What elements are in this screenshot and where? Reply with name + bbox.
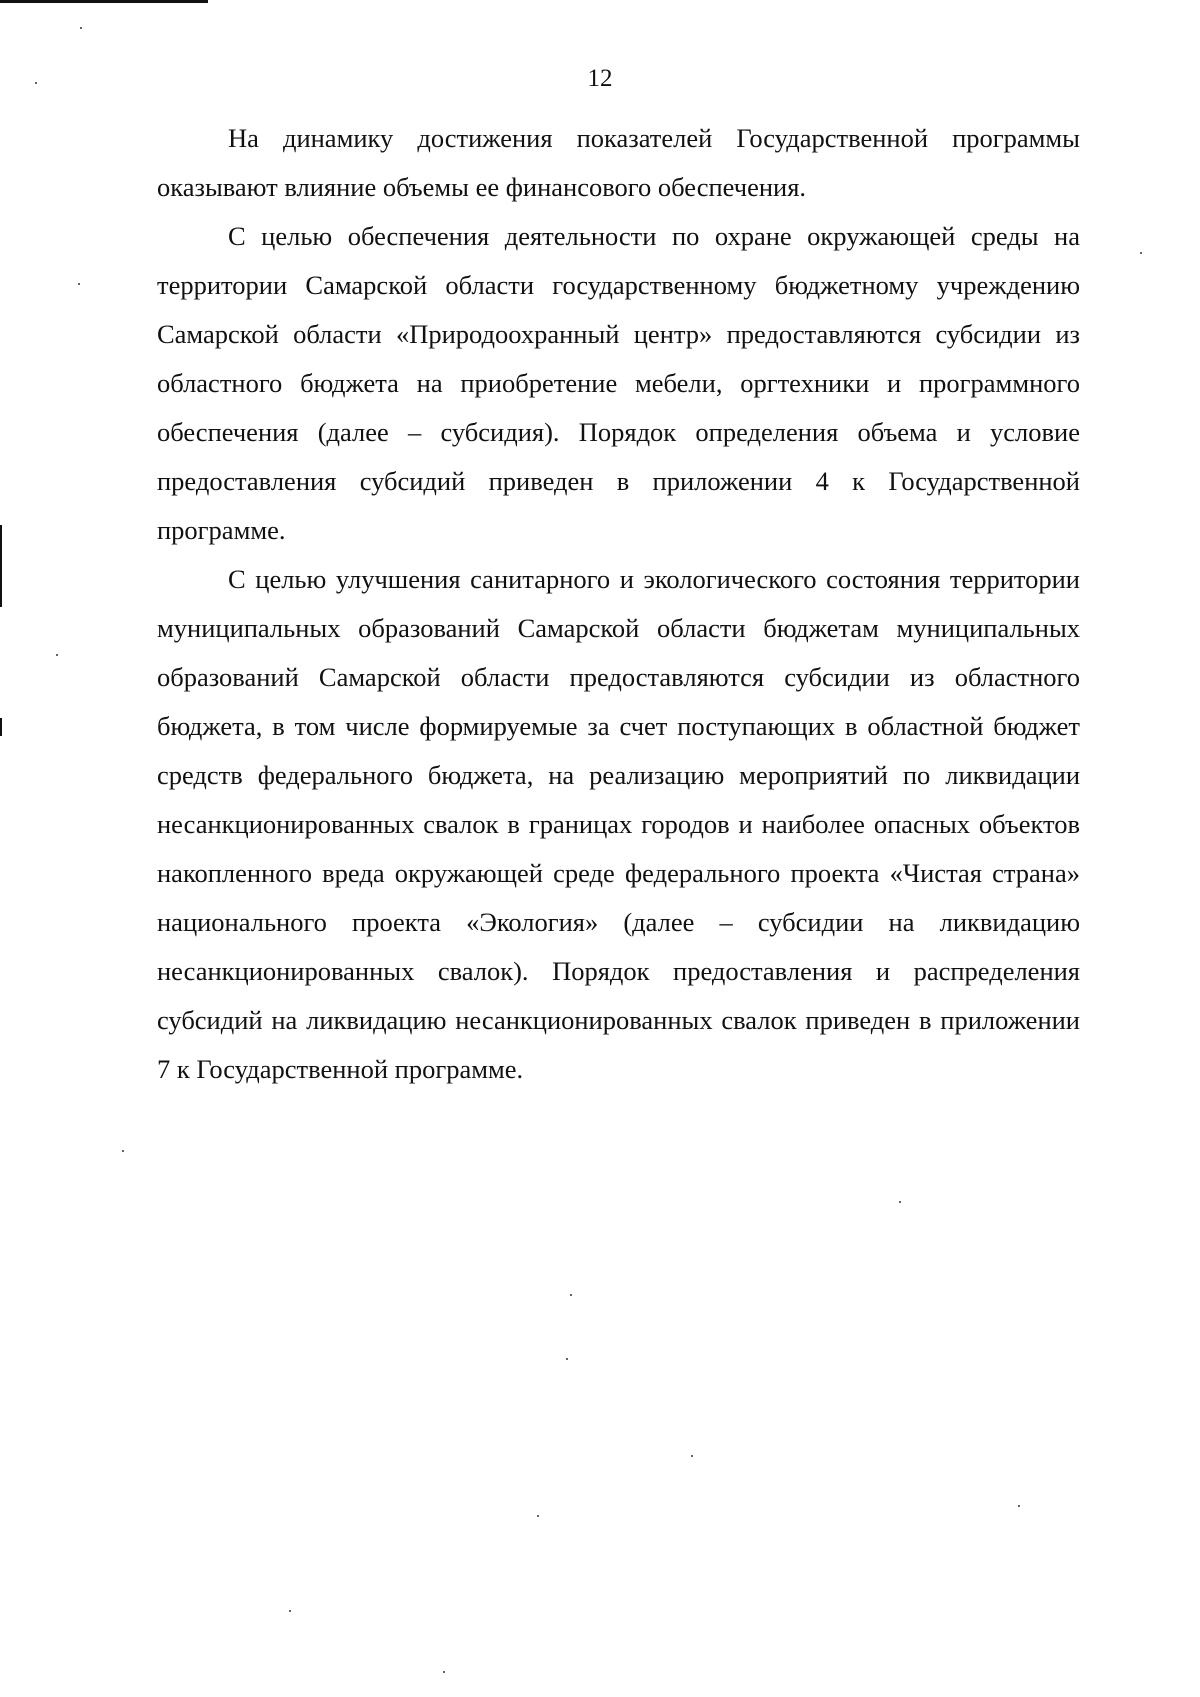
page-number: 12 — [587, 65, 613, 92]
scan-speck — [289, 1610, 291, 1612]
scan-speck — [566, 1358, 568, 1360]
scan-speck — [122, 1150, 124, 1152]
scan-speck — [443, 1671, 445, 1673]
scan-speck — [537, 1515, 539, 1517]
scan-speck — [56, 654, 58, 656]
scan-top-border — [0, 0, 208, 3]
scan-left-edge-mark — [0, 525, 2, 607]
scan-speck — [570, 1294, 572, 1296]
paragraph: На динамику достижения показателей Государственной программы оказывают влияние объемы ее финансового обеспечения. — [157, 123, 1080, 202]
scan-speck — [80, 27, 82, 29]
scan-speck — [78, 283, 80, 285]
paragraph: С целью обеспечения деятельности по охране окружающей среды на территории Самарской области государственному бюджетному учреждению Самарской области «Природоохранный центр» предоставляются субсидии из областного бюджета на приобретение мебели, оргтехники и программного обеспечения (далее – субсидия). Порядок определения объема и условие предоставления субсидий приведен в приложении 4 к Государственной программе. — [157, 221, 1080, 545]
paragraph: С целью улучшения санитарного и экологического состояния территории муниципальных образований Самарской области бюджетам муниципальных образований Самарской области предоставляются субсидии из областного бюджета, в том числе формируемые за счет поступающих в областной бюджет средств федерального бюджета, на реализацию мероприятий по ликвидации несанкционированных свалок в границах городов и наиболее опасных объектов накопленного вреда окружающей среде федерального проекта «Чистая страна» национального проекта «Экология» (далее – субсидии на ликвидацию несанкционированных свалок). Порядок предоставления и распределения субсидий на ликвидацию несанкционированных свалок приведен в приложении 7 к Государственной программе. — [157, 564, 1080, 1084]
scan-speck — [1140, 252, 1142, 254]
scan-speck — [691, 1455, 693, 1457]
scan-speck — [1018, 1505, 1020, 1507]
scan-speck — [899, 1201, 901, 1203]
body-text — [157, 114, 1080, 1094]
scan-left-edge-mark — [0, 718, 2, 736]
